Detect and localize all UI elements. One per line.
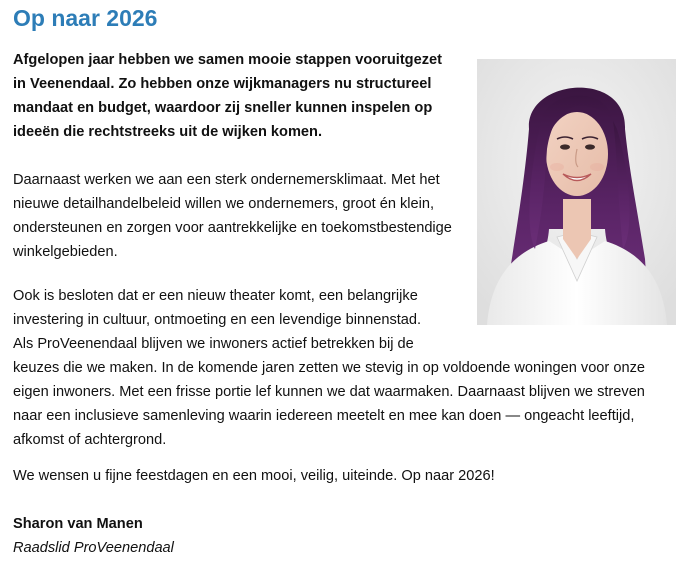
- portrait-photo: [477, 59, 676, 325]
- page-title: Op naar 2026: [13, 5, 158, 31]
- signature-role: Raadslid ProVeenendaal: [13, 540, 174, 556]
- intro-line: ideeën die rechtstreeks uit de wijken komen.: [13, 124, 323, 140]
- intro-line: Afgelopen jaar hebben we samen mooie stappen vooruitgezet: [13, 52, 442, 68]
- paragraph-line: Als ProVeenendaal blijven we inwoners actief betrekken bij de: [13, 336, 414, 352]
- business-climate-paragraph: [13, 168, 452, 264]
- paragraph-line: naar een inclusieve samenleving waarin iedereen meetelt en mee kan doen — ongeacht leeftijd,: [13, 408, 635, 424]
- intro-line: in Veenendaal. Zo hebben onze wijkmanagers nu structureel: [13, 76, 432, 92]
- paragraph-line: Daarnaast werken we aan een sterk ondernemersklimaat. Met het: [13, 172, 440, 188]
- intro-line: mandaat en budget, waardoor zij sneller kunnen inspelen op: [13, 100, 433, 116]
- paragraph-line: investering in cultuur, ontmoeting en een levendige binnenstad.: [13, 312, 422, 328]
- paragraph-line: nieuwe detailhandelbeleid willen we ondernemers, groot én klein,: [13, 196, 435, 212]
- paragraph-line: winkelgebieden.: [13, 244, 118, 260]
- paragraph-line: ondersteunen en zorgen voor aantrekkelijke en toekomstbestendige: [13, 220, 452, 236]
- holiday-wishes-paragraph: We wensen u fijne feestdagen en een mooi, veilig, uiteinde. Op naar 2026!: [13, 468, 495, 484]
- intro-paragraph: [13, 48, 442, 144]
- signature-name: Sharon van Manen: [13, 516, 143, 532]
- paragraph-line: keuzes die we maken. In de komende jaren zetten we stevig in op voldoende woningen voor onze: [13, 360, 645, 376]
- paragraph-line: eigen inwoners. Met een frisse portie lef kunnen we dat waarmaken. Daarnaast blijven we streven: [13, 384, 645, 400]
- paragraph-line: Ook is besloten dat er een nieuw theater komt, een belangrijke: [13, 288, 418, 304]
- paragraph-line: afkomst of achtergrond.: [13, 432, 167, 448]
